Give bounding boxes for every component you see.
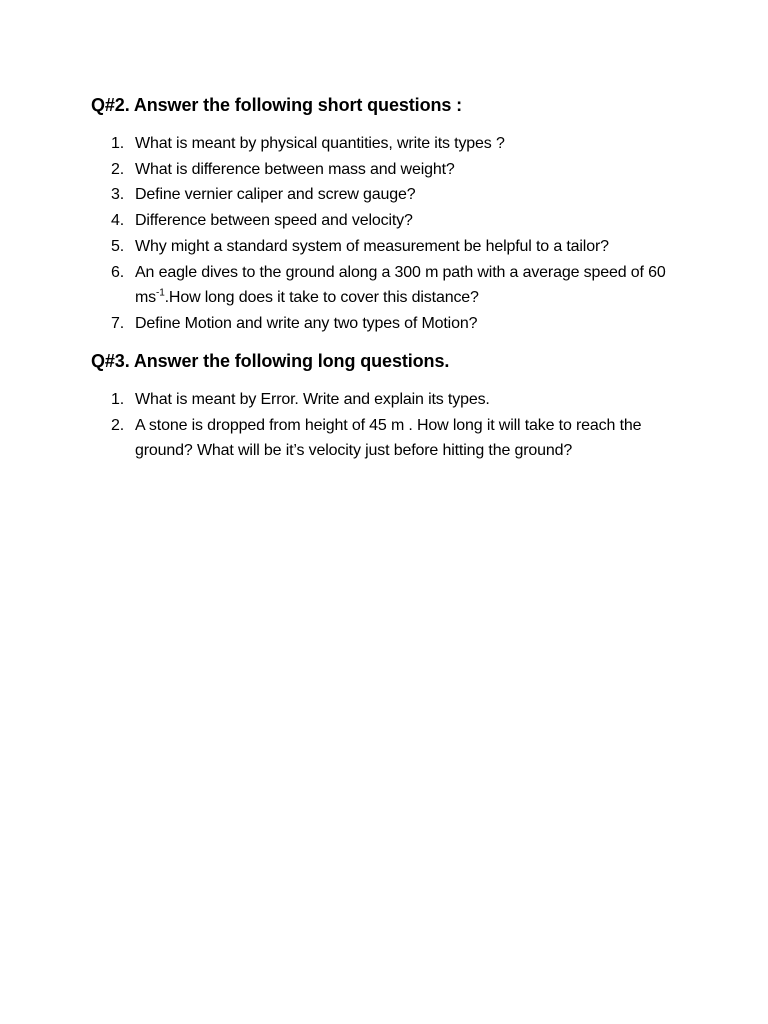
short-questions-heading: Q#2. Answer the following short questions : <box>91 95 463 115</box>
question-text: What is meant by physical quantities, write its types ? <box>135 135 505 152</box>
list-item <box>91 182 691 208</box>
short-questions-list <box>91 131 691 337</box>
list-number: 4. <box>111 212 125 230</box>
question-text: Difference between speed and velocity? <box>135 212 413 230</box>
list-number: 1. <box>111 135 125 152</box>
question-text: Define Motion and write any two types of Motion? <box>135 314 478 332</box>
long-questions-heading: Q#3. Answer the following long questions. <box>91 351 450 371</box>
list-item <box>91 208 691 234</box>
list-item <box>91 157 691 183</box>
list-item <box>91 387 691 413</box>
question-text <box>135 260 691 311</box>
list-number: 7. <box>111 314 125 332</box>
long-questions-list <box>91 387 691 464</box>
list-item <box>91 311 691 337</box>
question-text-before: An eagle dives to the ground along a 300 m path with a average speed of 60 ms <box>135 263 666 307</box>
question-text: A stone is dropped from height of 45 m . How long it will take to reach the ground? What will be it’s velocity just before hitting the ground? <box>135 416 642 460</box>
short-questions-section <box>91 93 691 337</box>
list-item <box>91 260 691 311</box>
list-item <box>91 131 691 157</box>
question-text: What is meant by Error. Write and explain its types. <box>135 391 490 408</box>
list-item <box>91 413 691 464</box>
list-number: 1. <box>111 391 125 408</box>
list-item <box>91 234 691 260</box>
list-number: 2. <box>111 160 125 178</box>
list-number: 2. <box>111 416 125 434</box>
question-text: Define vernier caliper and screw gauge? <box>135 186 416 204</box>
list-number: 6. <box>111 263 125 281</box>
question-text: Why might a standard system of measurement be helpful to a tailor? <box>135 237 609 255</box>
question-text-after: .How long does it take to cover this distance? <box>164 289 479 307</box>
list-number: 5. <box>111 237 125 255</box>
question-text: What is difference between mass and weight? <box>135 160 455 178</box>
long-questions-section <box>91 349 691 464</box>
list-number: 3. <box>111 186 125 204</box>
superscript-exponent: -1 <box>156 287 165 299</box>
